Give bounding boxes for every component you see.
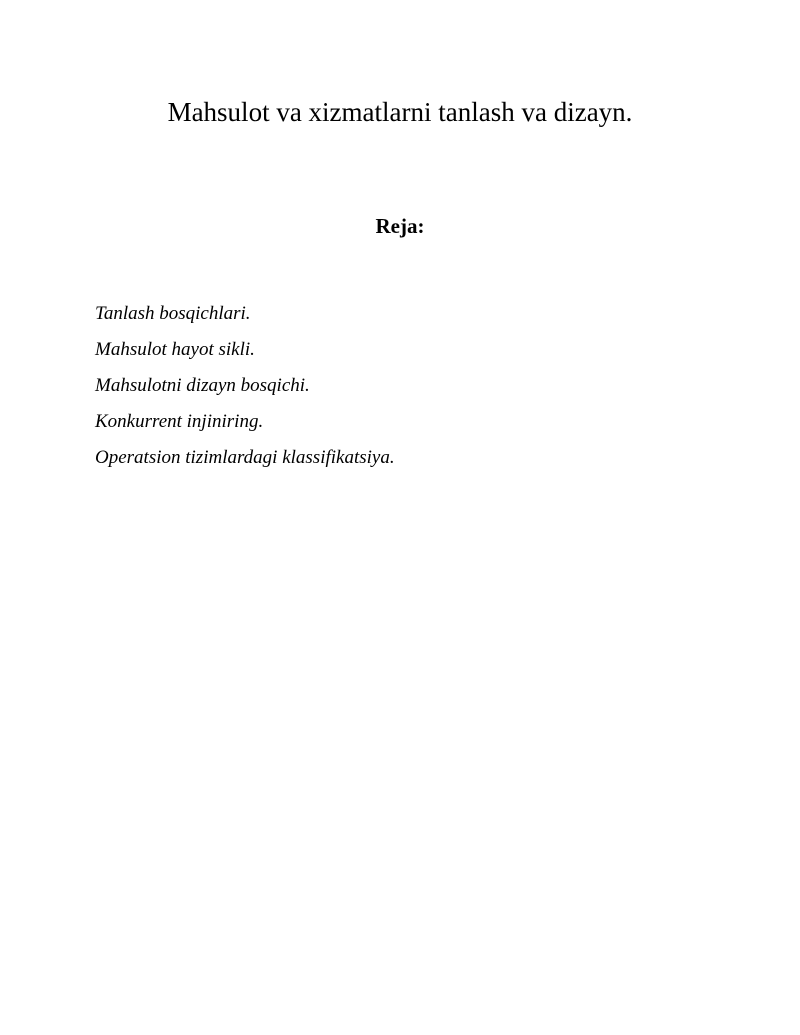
plan-item: Mahsulotni dizayn bosqichi. <box>95 375 310 396</box>
plan-heading: Reja: <box>375 214 425 238</box>
plan-list <box>95 302 395 482</box>
plan-item: Mahsulot hayot sikli. <box>95 339 255 360</box>
plan-item: Konkurrent injiniring. <box>95 411 264 432</box>
plan-item: Tanlash bosqichlari. <box>95 303 251 324</box>
document-title: Mahsulot va xizmatlarni tanlash va dizayn. <box>167 97 633 127</box>
plan-item: Operatsion tizimlardagi klassifikatsiya. <box>95 447 395 468</box>
